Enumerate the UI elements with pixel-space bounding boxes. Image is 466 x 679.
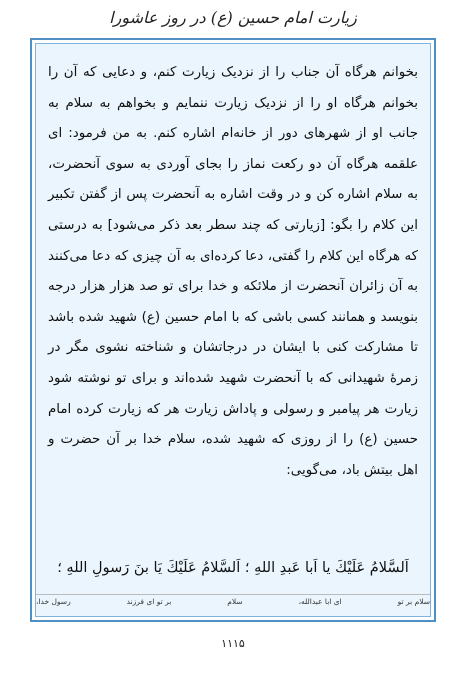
arabic-ziyarat-line: اَلسَّلامُ عَلَيْكَ يا اَبا عَبدِ اللهِ ؛ اَلسَّلامُ عَلَيْكَ يَا بنَ رَسولِ اللهِ ؛ xyxy=(57,560,409,576)
text-frame-inner xyxy=(35,43,431,617)
page-number: ۱۱۱۵ xyxy=(221,637,245,650)
page-header-title: زیارت امام حسین (ع) در روز عاشورا xyxy=(109,8,357,27)
body-paragraph: بخوانم هرگاه آن جناب را از نزدیک زیارت کنم، و دعایی که آن را بخوانم هرگاه او را از نزدیک زیارت ننمایم و بخواهم به سلام به جانب او از شهرهای دور از خانه‌ام اشاره کنم. به من فرمود: ای علقمه هرگاه آن دو رکعت نماز را بجای آوردی به سوی آنحضرت، به سلام اشاره کن و در وقت اشاره به آنحضرت پس از گفتن تکبیر این کلام را بگو: [زیارتی که چند سطر بعد ذکر می‌شود] به درستی که هرگاه این کلام را گفتی، دعا کرده‌ای به آن چیزی که دعا می‌کنند به آن زائران آنحضرت از ملائکه و خدا برای تو صد هزار هزار درجه بنویسد و همانند کسی باشی که با امام حسین (ع) شهید شده باشد تا مشارکت کنی با ایشان در درجاتشان و شناخته نشوی مگر در زمرهٔ شهیدانی که با آنحضرت شهید شده‌اند و برای تو نوشته شود زیارت هر پیامبر و رسولی و پاداش زیارت هر که زیارت کرده امام حسین (ع) را از روزی که شهید شده، سلام خدا بر آن حضرت و اهل بیتش باد، می‌گویی: xyxy=(48,65,418,478)
translation-gloss xyxy=(36,597,430,606)
body-text xyxy=(48,58,418,486)
gloss-item: بر تو ای فرزند xyxy=(126,597,172,606)
gloss-item: رسول خدا، xyxy=(36,597,71,606)
gloss-item: سلام بر تو xyxy=(397,597,430,606)
gloss-item: سلام xyxy=(227,597,243,606)
gloss-divider xyxy=(36,594,430,595)
gloss-item: ای ابا عبدالله، xyxy=(298,597,342,606)
text-frame xyxy=(30,38,436,622)
